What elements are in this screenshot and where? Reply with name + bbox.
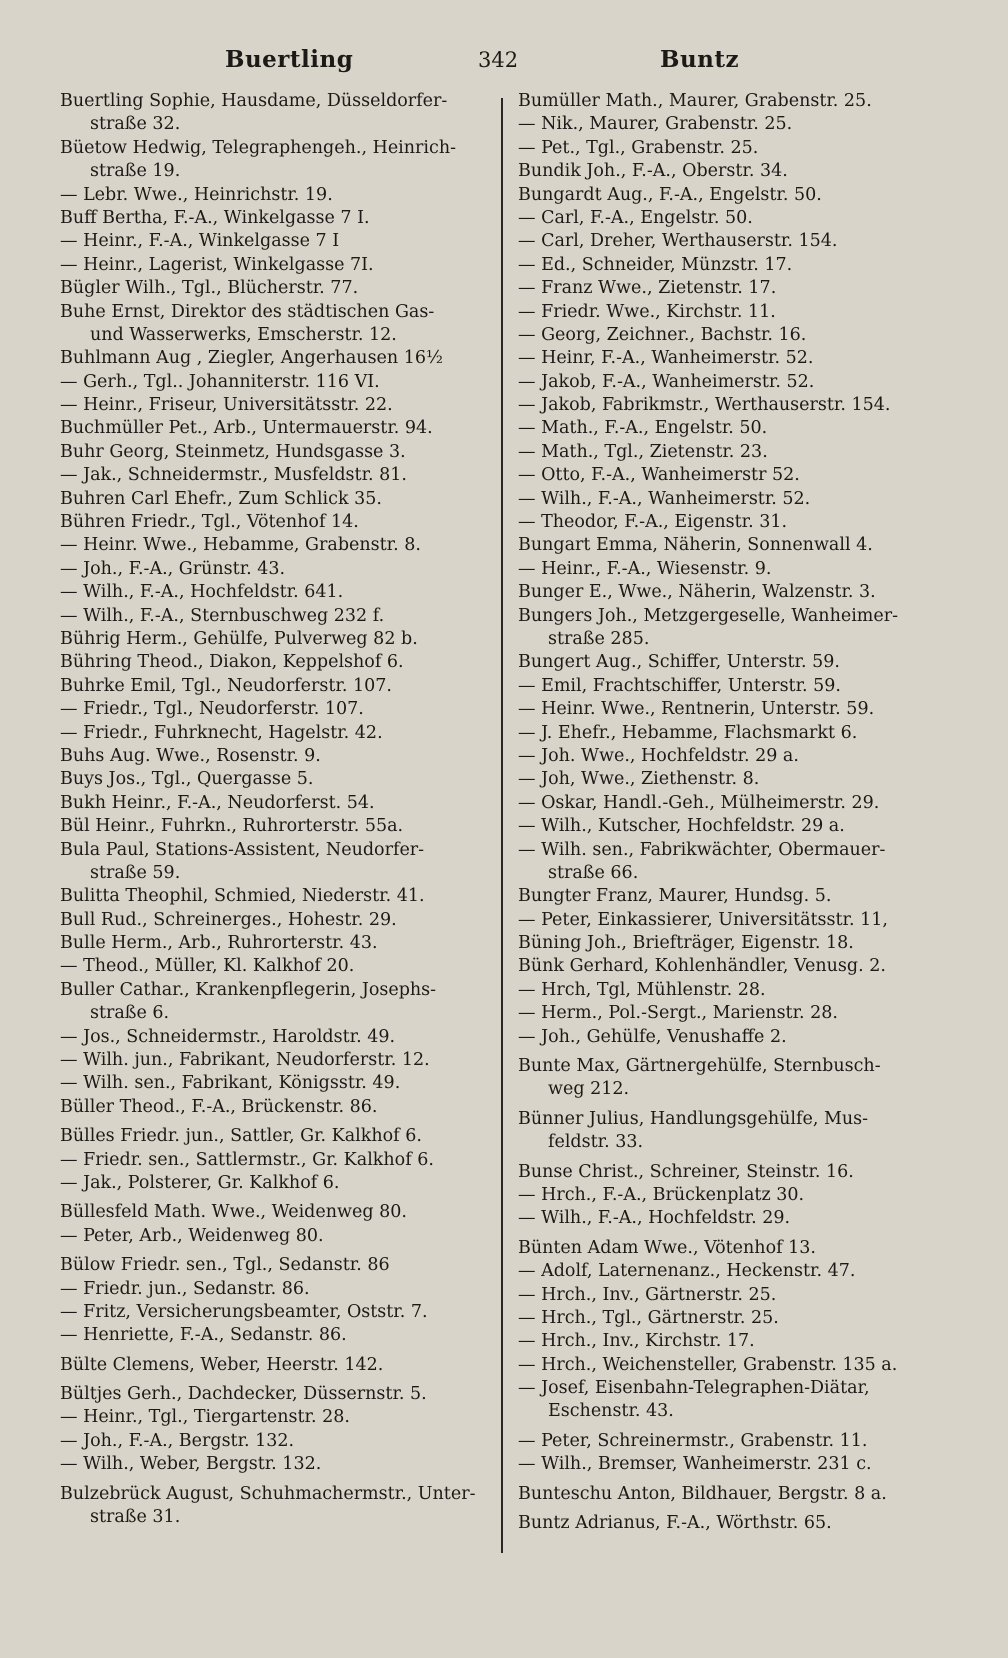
entry-line: Bundik Joh., F.-A., Oberstr. 34. bbox=[518, 161, 788, 182]
entry-line: — Oskar, Handl.-Geh., Mülheimerstr. 29. bbox=[518, 792, 880, 813]
entry-line: Bunse Christ., Schreiner, Steinstr. 16. bbox=[518, 1161, 854, 1182]
entry-line: Bungert Aug., Schiffer, Unterstr. 59. bbox=[518, 652, 840, 673]
entry-line: Buhr Georg, Steinmetz, Hundsgasse 3. bbox=[60, 441, 406, 462]
directory-entry bbox=[60, 1225, 490, 1248]
directory-entry bbox=[60, 534, 490, 557]
directory-entry bbox=[518, 90, 938, 113]
directory-entry bbox=[518, 909, 938, 932]
directory-entry bbox=[60, 371, 490, 394]
directory-entry bbox=[60, 1383, 490, 1406]
directory-entry bbox=[60, 628, 490, 651]
directory-entry bbox=[518, 1055, 938, 1102]
entry-line: — Math., Tgl., Zietenstr. 23. bbox=[518, 441, 768, 462]
entry-line: — Georg, Zeichner., Bachstr. 16. bbox=[518, 324, 807, 345]
directory-entry bbox=[518, 581, 938, 604]
directory-entry bbox=[60, 768, 490, 791]
entry-line: Bull Rud., Schreinerges., Hohestr. 29. bbox=[60, 909, 397, 930]
directory-entry bbox=[60, 675, 490, 698]
entry-line: — Wilh., F.-A., Hochfeldstr. 641. bbox=[60, 582, 344, 603]
entry-line: Buchmüller Pet., Arb., Untermauerstr. 94. bbox=[60, 418, 433, 439]
header-last-name: Buntz bbox=[660, 46, 740, 73]
entry-line: — Friedr. jun., Sedanstr. 86. bbox=[60, 1278, 310, 1299]
directory-entry bbox=[518, 394, 938, 417]
entry-continuation: feldstr. 33. bbox=[548, 1132, 644, 1153]
entry-line: — Heinr. Wwe., Hebamme, Grabenstr. 8. bbox=[60, 535, 421, 556]
entry-line: — Friedr., Fuhrknecht, Hagelstr. 42. bbox=[60, 722, 383, 743]
directory-entry bbox=[60, 488, 490, 511]
directory-entry bbox=[518, 207, 938, 230]
entry-line: — Wilh., F.-A., Hochfeldstr. 29. bbox=[518, 1208, 791, 1229]
directory-entry bbox=[60, 839, 490, 886]
directory-entry bbox=[60, 347, 490, 370]
left-column bbox=[60, 90, 490, 1529]
directory-entry bbox=[518, 371, 938, 394]
entry-line: — Joh. Wwe., Hochfeldstr. 29 a. bbox=[518, 745, 799, 766]
entry-line: — Nik., Maurer, Grabenstr. 25. bbox=[518, 114, 793, 135]
entry-line: — Wilh., Kutscher, Hochfeldstr. 29 a. bbox=[518, 816, 845, 837]
directory-entry bbox=[518, 605, 938, 652]
directory-entry bbox=[518, 1237, 938, 1260]
entry-line: — Peter, Arb., Weidenweg 80. bbox=[60, 1225, 324, 1246]
entry-line: Büller Theod., F.-A., Brückenstr. 86. bbox=[60, 1096, 378, 1117]
entry-continuation: weg 212. bbox=[548, 1079, 630, 1100]
directory-entry bbox=[518, 511, 938, 534]
entry-line: Buntz Adrianus, F.-A., Wörthstr. 65. bbox=[518, 1513, 832, 1534]
entry-line: — Henriette, F.-A., Sedanstr. 86. bbox=[60, 1325, 347, 1346]
directory-entry bbox=[518, 675, 938, 698]
directory-entry bbox=[518, 417, 938, 440]
directory-entry bbox=[60, 1483, 490, 1530]
directory-entry bbox=[60, 815, 490, 838]
entry-line: Bungardt Aug., F.-A., Engelstr. 50. bbox=[518, 184, 822, 205]
entry-line: Bunteschu Anton, Bildhauer, Bergstr. 8 a. bbox=[518, 1483, 887, 1504]
entry-line: Buhlmann Aug , Ziegler, Angerhausen 16½ bbox=[60, 348, 443, 369]
header-first-name: Buertling bbox=[225, 46, 354, 73]
directory-entry bbox=[518, 1330, 938, 1353]
directory-entry bbox=[60, 1278, 490, 1301]
directory-entry bbox=[60, 605, 490, 628]
directory-entry bbox=[518, 347, 938, 370]
directory-entry bbox=[518, 254, 938, 277]
entry-line: Buhe Ernst, Direktor des städtischen Gas- bbox=[60, 301, 435, 322]
entry-line: Bungart Emma, Näherin, Sonnenwall 4. bbox=[518, 535, 873, 556]
directory-entry bbox=[518, 113, 938, 136]
entry-continuation: Eschenstr. 43. bbox=[548, 1401, 674, 1422]
directory-entry bbox=[518, 745, 938, 768]
directory-entry bbox=[60, 1149, 490, 1172]
directory-entry bbox=[60, 1049, 490, 1072]
entry-line: — Jakob, Fabrikmstr., Werthauserstr. 154. bbox=[518, 395, 891, 416]
directory-entry bbox=[518, 324, 938, 347]
entry-line: — Heinr., F.-A., Winkelgasse 7 I bbox=[60, 231, 340, 252]
directory-entry bbox=[60, 1301, 490, 1324]
entry-line: Bulitta Theophil, Schmied, Niederstr. 41. bbox=[60, 886, 425, 907]
right-column bbox=[518, 90, 938, 1535]
directory-entry bbox=[518, 1453, 938, 1476]
directory-entry bbox=[518, 932, 938, 955]
entry-line: Bülte Clemens, Weber, Heerstr. 142. bbox=[60, 1354, 384, 1375]
column-divider bbox=[501, 98, 503, 1553]
directory-entry bbox=[60, 230, 490, 253]
directory-entry bbox=[60, 417, 490, 440]
entry-line: — J. Ehefr., Hebamme, Flachsmarkt 6. bbox=[518, 722, 858, 743]
entry-line: — Gerh., Tgl.. Johanniterstr. 116 VI. bbox=[60, 371, 380, 392]
entry-line: Bula Paul, Stations-Assistent, Neudorfer- bbox=[60, 839, 425, 860]
entry-line: — Hrch., Weichensteller, Grabenstr. 135 a. bbox=[518, 1354, 898, 1375]
directory-entry bbox=[60, 1096, 490, 1119]
entry-line: Bührig Herm., Gehülfe, Pulverweg 82 b. bbox=[60, 628, 418, 649]
directory-entry bbox=[60, 722, 490, 745]
entry-line: — Friedr., Tgl., Neudorferstr. 107. bbox=[60, 699, 364, 720]
directory-entry bbox=[60, 1254, 490, 1277]
entry-line: — Heinr., Lagerist, Winkelgasse 7I. bbox=[60, 254, 374, 275]
entry-line: — Jakob, F.-A., Wanheimerstr. 52. bbox=[518, 371, 815, 392]
entry-line: Buller Cathar., Krankenpflegerin, Josephs- bbox=[60, 979, 437, 1000]
directory-entry bbox=[60, 441, 490, 464]
directory-entry bbox=[518, 1207, 938, 1230]
directory-entry bbox=[60, 792, 490, 815]
directory-entry bbox=[518, 815, 938, 838]
entry-line: — Wilh., Weber, Bergstr. 132. bbox=[60, 1454, 322, 1475]
directory-entry bbox=[518, 1307, 938, 1330]
directory-entry bbox=[60, 1324, 490, 1347]
entry-continuation: straße 32. bbox=[90, 114, 181, 135]
entry-line: Bülles Friedr. jun., Sattler, Gr. Kalkhof 6. bbox=[60, 1126, 422, 1147]
directory-entry bbox=[518, 768, 938, 791]
entry-line: Buhren Carl Ehefr., Zum Schlick 35. bbox=[60, 488, 382, 509]
entry-line: — Hrch, Tgl, Mühlenstr. 28. bbox=[518, 979, 766, 1000]
directory-entry bbox=[518, 1002, 938, 1025]
directory-entry bbox=[60, 394, 490, 417]
entry-line: — Carl, Dreher, Werthauserstr. 154. bbox=[518, 231, 838, 252]
entry-line: — Jak., Schneidermstr., Musfeldstr. 81. bbox=[60, 465, 407, 486]
entry-line: — Pet., Tgl., Grabenstr. 25. bbox=[518, 137, 759, 158]
entry-line: — Josef, Eisenbahn-Telegraphen-Diätar, bbox=[518, 1378, 870, 1399]
entry-line: Büetow Hedwig, Telegraphengeh., Heinrich- bbox=[60, 137, 456, 158]
entry-line: Bülow Friedr. sen., Tgl., Sedanstr. 86 bbox=[60, 1255, 390, 1276]
entry-line: — Wilh., Bremser, Wanheimerstr. 231 c. bbox=[518, 1454, 872, 1475]
directory-entry bbox=[60, 1406, 490, 1429]
entry-line: Buhs Aug. Wwe., Rosenstr. 9. bbox=[60, 745, 321, 766]
entry-line: — Ed., Schneider, Münzstr. 17. bbox=[518, 254, 793, 275]
directory-entry bbox=[60, 207, 490, 230]
directory-entry bbox=[60, 698, 490, 721]
entry-line: — Joh., Gehülfe, Venushaffe 2. bbox=[518, 1026, 787, 1047]
entry-line: — Joh, Wwe., Ziethenstr. 8. bbox=[518, 769, 760, 790]
page-header bbox=[0, 42, 1008, 82]
directory-entry bbox=[60, 254, 490, 277]
entry-line: — Joh., F.-A., Bergstr. 132. bbox=[60, 1430, 295, 1451]
directory-entry bbox=[518, 698, 938, 721]
entry-line: Buff Bertha, F.-A., Winkelgasse 7 I. bbox=[60, 207, 370, 228]
directory-entry bbox=[60, 1354, 490, 1377]
entry-line: — Theodor, F.-A., Eigenstr. 31. bbox=[518, 512, 788, 533]
directory-entry bbox=[518, 1026, 938, 1049]
directory-entry bbox=[518, 792, 938, 815]
directory-entry bbox=[518, 1430, 938, 1453]
entry-line: Bünten Adam Wwe., Vötenhof 13. bbox=[518, 1237, 816, 1258]
entry-line: Bunte Max, Gärtnergehülfe, Sternbusch- bbox=[518, 1056, 881, 1077]
directory-entry bbox=[60, 979, 490, 1026]
entry-line: — Adolf, Laternenanz., Heckenstr. 47. bbox=[518, 1261, 856, 1282]
entry-line: — Franz Wwe., Zietenstr. 17. bbox=[518, 278, 777, 299]
entry-line: Bühren Friedr., Tgl., Vötenhof 14. bbox=[60, 512, 359, 533]
directory-entry bbox=[518, 488, 938, 511]
entry-line: — Wilh. sen., Fabrikant, Königsstr. 49. bbox=[60, 1073, 401, 1094]
directory-entry bbox=[518, 1184, 938, 1207]
directory-entry bbox=[518, 1284, 938, 1307]
directory-entry bbox=[518, 534, 938, 557]
directory-entry bbox=[60, 511, 490, 534]
entry-continuation: und Wasserwerks, Emscherstr. 12. bbox=[90, 324, 397, 345]
entry-line: — Hrch., Inv., Kirchstr. 17. bbox=[518, 1331, 755, 1352]
directory-entry bbox=[60, 1172, 490, 1195]
entry-line: Bulzebrück August, Schuhmachermstr., Unter- bbox=[60, 1483, 476, 1504]
entry-line: Bukh Heinr., F.-A., Neudorferst. 54. bbox=[60, 792, 375, 813]
entry-line: — Wilh. sen., Fabrikwächter, Obermauer- bbox=[518, 839, 886, 860]
directory-entry bbox=[518, 137, 938, 160]
directory-entry bbox=[518, 1108, 938, 1155]
entry-line: — Heinr, F.-A., Wanheimerstr. 52. bbox=[518, 348, 814, 369]
directory-entry bbox=[60, 184, 490, 207]
entry-line: — Hrch., F.-A., Brückenplatz 30. bbox=[518, 1184, 805, 1205]
directory-entry bbox=[60, 558, 490, 581]
directory-entry bbox=[60, 90, 490, 137]
entry-line: Bünk Gerhard, Kohlenhändler, Venusg. 2. bbox=[518, 956, 886, 977]
directory-entry bbox=[518, 301, 938, 324]
entry-line: — Fritz, Versicherungsbeamter, Oststr. 7. bbox=[60, 1301, 428, 1322]
entry-line: Bunger E., Wwe., Näherin, Walzenstr. 3. bbox=[518, 582, 876, 603]
entry-continuation: straße 19. bbox=[90, 161, 181, 182]
entry-line: Bulle Herm., Arb., Ruhrorterstr. 43. bbox=[60, 933, 378, 954]
directory-entry bbox=[60, 1072, 490, 1095]
directory-entry bbox=[60, 301, 490, 348]
directory-entry bbox=[518, 441, 938, 464]
directory-entry bbox=[518, 1483, 938, 1506]
entry-line: — Lebr. Wwe., Heinrichstr. 19. bbox=[60, 184, 333, 205]
directory-entry bbox=[60, 1125, 490, 1148]
directory-entry bbox=[60, 932, 490, 955]
entry-continuation: straße 31. bbox=[90, 1507, 181, 1528]
directory-entry bbox=[518, 885, 938, 908]
directory-entry bbox=[518, 160, 938, 183]
entry-line: — Math., F.-A., Engelstr. 50. bbox=[518, 418, 768, 439]
entry-continuation: straße 59. bbox=[90, 862, 181, 883]
entry-line: — Heinr. Wwe., Rentnerin, Unterstr. 59. bbox=[518, 699, 875, 720]
directory-entry bbox=[518, 722, 938, 745]
directory-entry bbox=[518, 230, 938, 253]
entry-line: Bünner Julius, Handlungsgehülfe, Mus- bbox=[518, 1108, 869, 1129]
entry-line: Bungers Joh., Metzgergeselle, Wanheimer- bbox=[518, 605, 899, 626]
directory-entry bbox=[518, 979, 938, 1002]
entry-line: Büning Joh., Briefträger, Eigenstr. 18. bbox=[518, 933, 854, 954]
entry-line: Bügler Wilh., Tgl., Blücherstr. 77. bbox=[60, 278, 359, 299]
entry-line: Bültjes Gerh., Dachdecker, Düssernstr. 5. bbox=[60, 1384, 427, 1405]
entry-line: — Herm., Pol.-Sergt., Marienstr. 28. bbox=[518, 1003, 838, 1024]
entry-continuation: straße 285. bbox=[548, 628, 650, 649]
entry-line: — Jos., Schneidermstr., Haroldstr. 49. bbox=[60, 1026, 396, 1047]
entry-line: — Theod., Müller, Kl. Kalkhof 20. bbox=[60, 956, 355, 977]
entry-line: — Heinr., Tgl., Tiergartenstr. 28. bbox=[60, 1407, 350, 1428]
entry-line: — Peter, Schreinermstr., Grabenstr. 11. bbox=[518, 1430, 868, 1451]
directory-entry bbox=[60, 955, 490, 978]
directory-entry bbox=[60, 1430, 490, 1453]
entry-line: — Heinr., Friseur, Universitätsstr. 22. bbox=[60, 395, 393, 416]
page-number: 342 bbox=[478, 48, 519, 72]
entry-continuation: straße 66. bbox=[548, 862, 639, 883]
entry-line: — Hrch., Inv., Gärtnerstr. 25. bbox=[518, 1284, 777, 1305]
entry-line: Bungter Franz, Maurer, Hundsg. 5. bbox=[518, 886, 832, 907]
entry-line: Buys Jos., Tgl., Quergasse 5. bbox=[60, 769, 314, 790]
directory-entry bbox=[518, 558, 938, 581]
directory-entry bbox=[60, 885, 490, 908]
directory-entry bbox=[518, 1161, 938, 1184]
entry-line: — Emil, Frachtschiffer, Unterstr. 59. bbox=[518, 675, 841, 696]
directory-entry bbox=[60, 277, 490, 300]
entry-line: Bül Heinr., Fuhrkn., Ruhrorterstr. 55a. bbox=[60, 816, 404, 837]
directory-entry bbox=[518, 651, 938, 674]
directory-entry bbox=[518, 1260, 938, 1283]
directory-entry bbox=[60, 581, 490, 604]
directory-entry bbox=[60, 464, 490, 487]
directory-entry bbox=[518, 464, 938, 487]
entry-line: — Friedr. Wwe., Kirchstr. 11. bbox=[518, 301, 776, 322]
directory-entry bbox=[518, 1377, 938, 1424]
entry-continuation: straße 6. bbox=[90, 1003, 170, 1024]
directory-entry bbox=[518, 955, 938, 978]
directory-entry bbox=[60, 1026, 490, 1049]
directory-entry bbox=[518, 1512, 938, 1535]
entry-line: — Joh., F.-A., Grünstr. 43. bbox=[60, 558, 286, 579]
directory-entry bbox=[60, 1453, 490, 1476]
directory-entry bbox=[518, 839, 938, 886]
entry-line: — Wilh., F.-A., Wanheimerstr. 52. bbox=[518, 488, 811, 509]
directory-entry bbox=[60, 651, 490, 674]
entry-line: Bühring Theod., Diakon, Keppelshof 6. bbox=[60, 652, 404, 673]
directory-entry bbox=[518, 184, 938, 207]
entry-line: — Wilh., F.-A., Sternbuschweg 232 f. bbox=[60, 605, 385, 626]
directory-entry bbox=[518, 277, 938, 300]
entry-line: Buertling Sophie, Hausdame, Düsseldorfer- bbox=[60, 91, 448, 111]
directory-entry bbox=[60, 745, 490, 768]
entry-line: Buhrke Emil, Tgl., Neudorferstr. 107. bbox=[60, 675, 392, 696]
entry-line: — Friedr. sen., Sattlermstr., Gr. Kalkhof 6. bbox=[60, 1149, 434, 1170]
entry-line: — Otto, F.-A., Wanheimerstr 52. bbox=[518, 465, 800, 486]
directory-entry bbox=[518, 1354, 938, 1377]
entry-line: — Carl, F.-A., Engelstr. 50. bbox=[518, 207, 753, 228]
entry-line: — Heinr., F.-A., Wiesenstr. 9. bbox=[518, 558, 772, 579]
entry-line: — Jak., Polsterer, Gr. Kalkhof 6. bbox=[60, 1172, 340, 1193]
entry-line: — Wilh. jun., Fabrikant, Neudorferstr. 12. bbox=[60, 1050, 430, 1071]
entry-line: Büllesfeld Math. Wwe., Weidenweg 80. bbox=[60, 1202, 407, 1223]
entry-line: — Hrch., Tgl., Gärtnerstr. 25. bbox=[518, 1307, 779, 1328]
directory-entry bbox=[60, 137, 490, 184]
directory-entry bbox=[60, 909, 490, 932]
entry-line: Bumüller Math., Maurer, Grabenstr. 25. bbox=[518, 91, 872, 111]
directory-entry bbox=[60, 1201, 490, 1224]
entry-line: — Peter, Einkassierer, Universitätsstr. 11, bbox=[518, 909, 888, 930]
